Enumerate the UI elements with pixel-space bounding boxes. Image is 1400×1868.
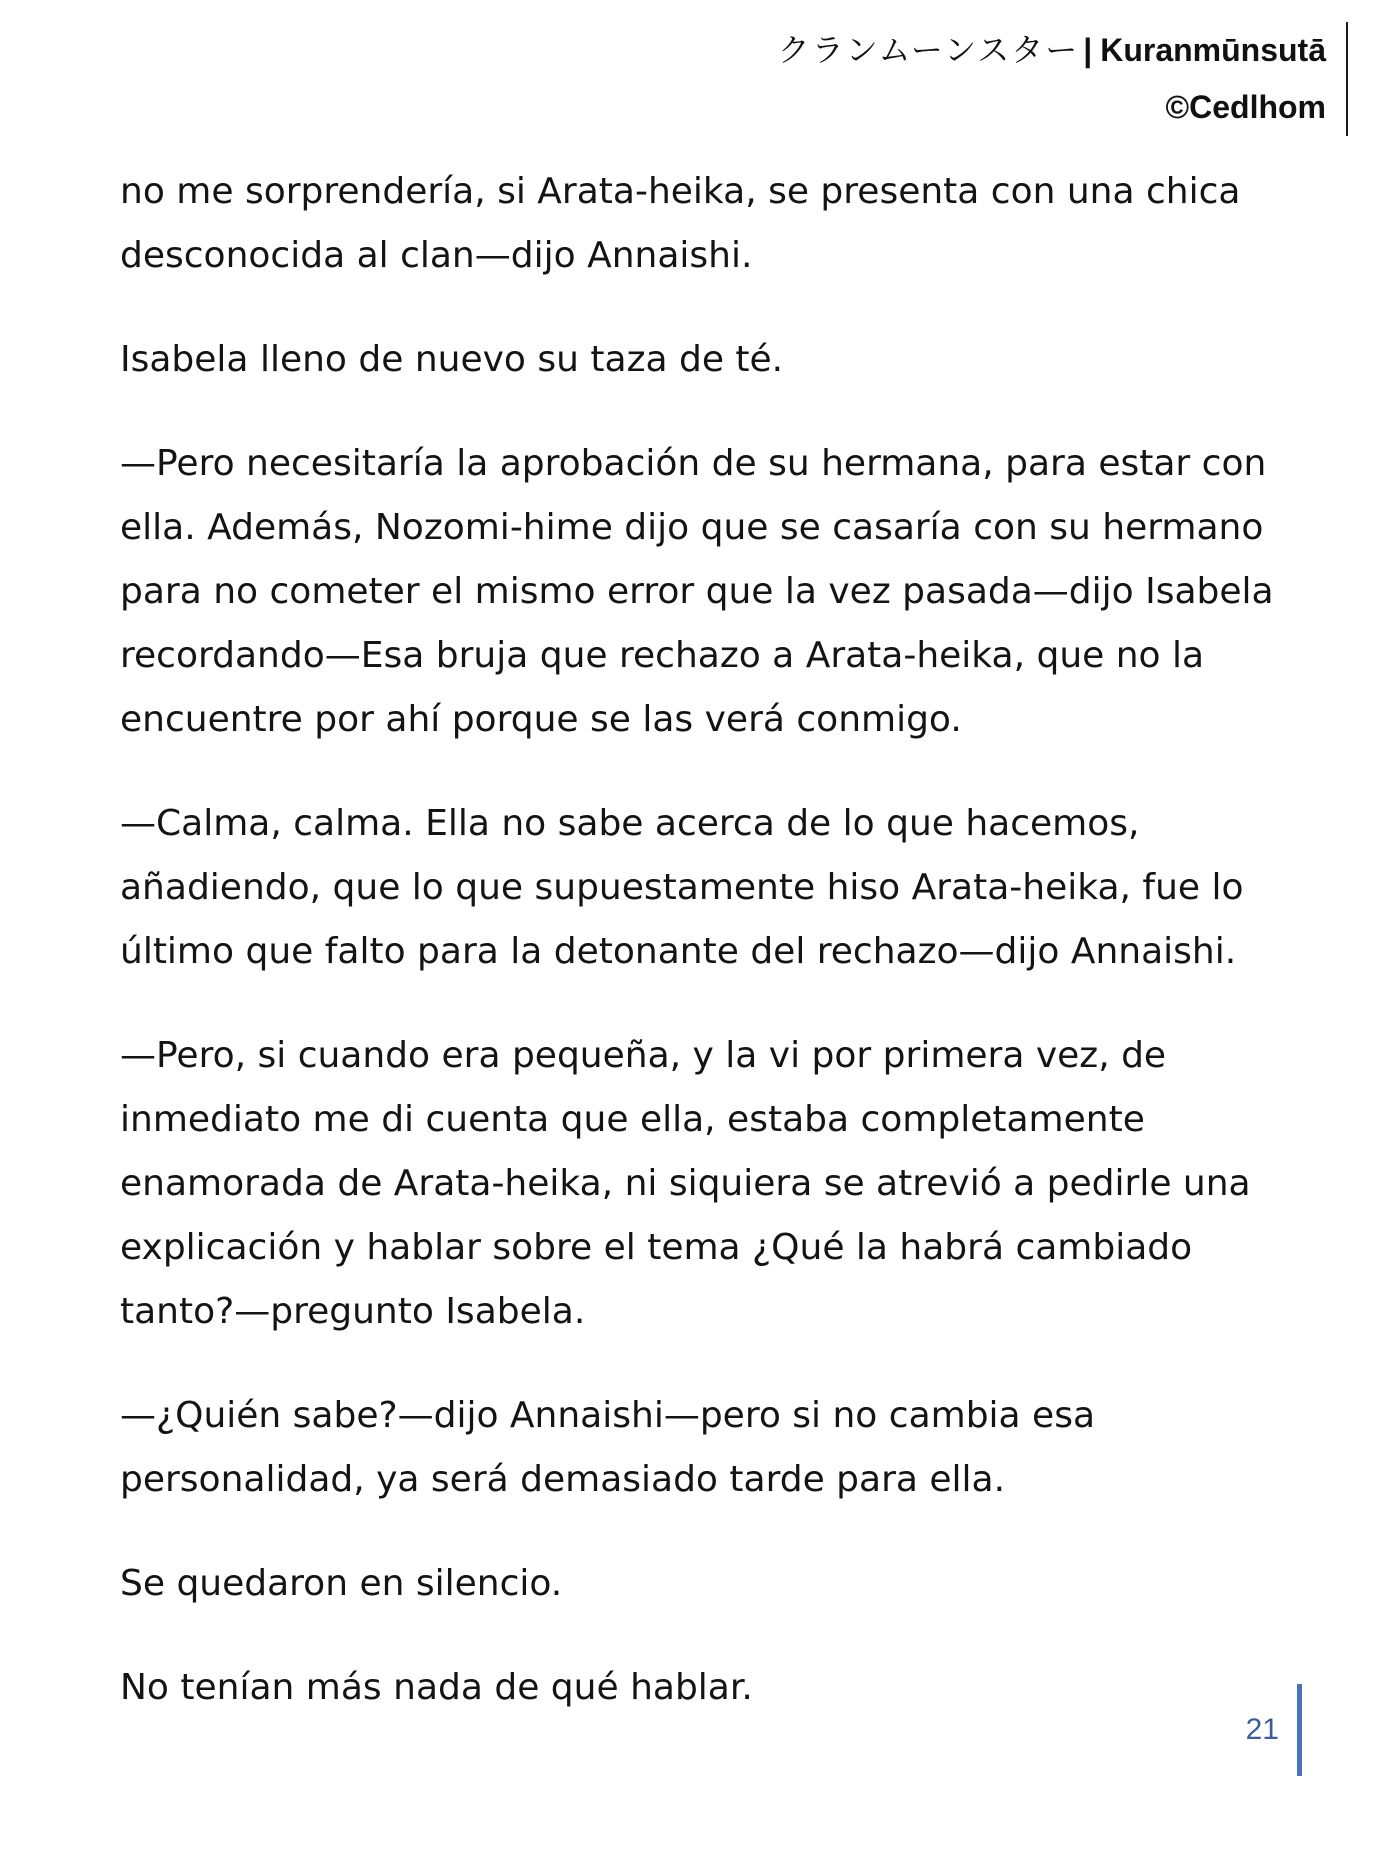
header-title-japanese: クランムーンスター [777, 31, 1080, 69]
paragraph-3: —Pero necesitaría la aprobación de su hermana, para estar con ella. Además, Nozomi-hime dijo que se casaría con su hermano para no cometer el mismo error que la vez pasada—dijo Isabela recordando—Esa bruja que rechazo a Arata-heika, que no la encuentre por ahí porque se las verá conmigo. [120, 443, 1274, 740]
paragraph-4: —Calma, calma. Ella no sabe acerca de lo que hacemos, añadiendo, que lo que supuestamente hiso Arata-heika, fue lo último que falto para la detonante del rechazo—dijo Annaishi. [120, 803, 1244, 972]
paragraph-2: Isabela lleno de nuevo su taza de té. [120, 339, 784, 380]
running-header [778, 22, 1348, 136]
paragraph-8: No tenían más nada de qué hablar. [120, 1667, 753, 1708]
header-author: ©Cedlhom [1165, 89, 1326, 125]
page-footer [1246, 1684, 1302, 1776]
paragraph-6: —¿Quién sabe?—dijo Annaishi—pero si no cambia esa personalidad, ya será demasiado tarde para ella. [120, 1395, 1096, 1500]
header-separator: | [1083, 32, 1093, 68]
page-body [120, 160, 1320, 1760]
paragraph-7: Se quedaron en silencio. [120, 1563, 563, 1604]
paragraph-1: no me sorprendería, si Arata-heika, se presenta con una chica desconocida al clan—dijo Annaishi. [120, 171, 1241, 276]
header-title-romaji: Kuranmūnsutā [1100, 32, 1326, 68]
page-number: 21 [1245, 1713, 1279, 1746]
header-title-line [778, 22, 1326, 79]
paragraph-5: —Pero, si cuando era pequeña, y la vi por primera vez, de inmediato me di cuenta que ella, estaba completamente enamorada de Arata-heika, ni siquiera se atrevió a pedirle una explicación y hablar sobre el tema ¿Qué la habrá cambiado tanto?—pregunto Isabela. [120, 1035, 1251, 1332]
